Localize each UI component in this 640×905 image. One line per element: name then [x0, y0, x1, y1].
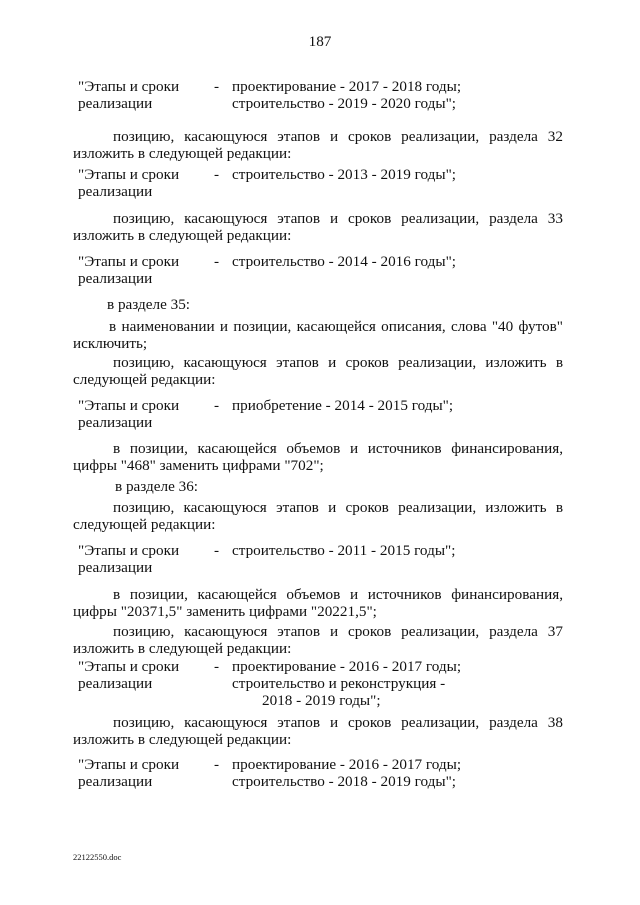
- entry-label-line: "Этапы и сроки: [78, 253, 180, 270]
- entry-label: [78, 166, 179, 200]
- paragraph-line: исключить;: [73, 335, 148, 352]
- entry-value-line: приобретение - 2014 - 2015 годы";: [232, 397, 454, 414]
- paragraph: [73, 354, 563, 388]
- entry-label-line: "Этапы и сроки: [78, 542, 180, 559]
- paragraph-line: изложить в следующей редакции:: [73, 227, 292, 244]
- paragraph: [73, 478, 563, 495]
- entry-value: [232, 658, 461, 709]
- entry-label-line: "Этапы и сроки: [78, 166, 180, 183]
- entry-label: [78, 78, 179, 112]
- entry-label-line: реализации: [78, 95, 153, 112]
- paragraph-line: позицию, касающуюся этапов и сроков реализации, раздела 37: [113, 623, 563, 640]
- entry-value-line: 2018 - 2019 годы";: [262, 692, 381, 709]
- paragraph-line: следующей редакции:: [73, 516, 216, 533]
- paragraph-line: позицию, касающуюся этапов и сроков реализации, изложить в: [113, 354, 563, 371]
- entry-value: [232, 166, 456, 183]
- entry-label: [78, 756, 179, 790]
- paragraph-line: следующей редакции:: [73, 371, 216, 388]
- paragraph: [73, 296, 563, 313]
- entry-value-line: строительство и реконструкция -: [232, 675, 446, 692]
- file-name-footer: 22122550.doc: [73, 852, 122, 862]
- entry-value: [232, 78, 461, 112]
- entry-dash: -: [214, 542, 220, 559]
- entry-label: [78, 658, 179, 692]
- paragraph: [73, 128, 563, 162]
- paragraph-line: изложить в следующей редакции:: [73, 731, 292, 748]
- paragraph: [73, 499, 563, 533]
- entry-dash: -: [214, 756, 220, 773]
- entry-dash: -: [214, 658, 220, 675]
- entry-label-line: "Этапы и сроки: [78, 397, 180, 414]
- paragraph-line: позицию, касающуюся этапов и сроков реализации, раздела 33: [113, 210, 563, 227]
- entry-label-line: реализации: [78, 270, 153, 287]
- entry-value-line: проектирование - 2016 - 2017 годы;: [232, 658, 462, 675]
- paragraph: [73, 210, 563, 244]
- paragraph: [73, 714, 563, 748]
- entry-value-line: проектирование - 2016 - 2017 годы;: [232, 756, 462, 773]
- paragraph-line: в позиции, касающейся объемов и источников финансирования,: [113, 440, 563, 457]
- paragraph: [73, 623, 563, 657]
- paragraph-line: в наименовании и позиции, касающейся описания, слова "40 футов": [109, 318, 563, 335]
- paragraph-line: изложить в следующей редакции:: [73, 640, 292, 657]
- entry-dash: -: [214, 166, 220, 183]
- entry-value-line: строительство - 2019 - 2020 годы";: [232, 95, 457, 112]
- entry-value: [232, 397, 453, 414]
- entry-label-line: реализации: [78, 773, 153, 790]
- entry-value-line: строительство - 2018 - 2019 годы";: [232, 773, 457, 790]
- paragraph-line: в разделе 36:: [115, 478, 199, 495]
- entry-value-line: строительство - 2013 - 2019 годы";: [232, 166, 457, 183]
- paragraph: [73, 318, 563, 352]
- paragraph-line: в разделе 35:: [107, 296, 191, 313]
- entry-label-line: "Этапы и сроки: [78, 78, 180, 95]
- entry-value-line: строительство - 2014 - 2016 годы";: [232, 253, 457, 270]
- entry-dash: -: [214, 78, 220, 95]
- paragraph-line: цифры "20371,5" заменить цифрами "20221,5";: [73, 603, 377, 620]
- paragraph-line: цифры "468" заменить цифрами "702";: [73, 457, 324, 474]
- entry-label-line: "Этапы и сроки: [78, 658, 180, 675]
- page-number: 187: [308, 33, 332, 50]
- entry-dash: -: [214, 253, 220, 270]
- paragraph-line: позицию, касающуюся этапов и сроков реализации, изложить в: [113, 499, 563, 516]
- paragraph: [73, 586, 563, 620]
- entry-label-line: реализации: [78, 183, 153, 200]
- entry-value-line: строительство - 2011 - 2015 годы";: [232, 542, 456, 559]
- paragraph: [73, 440, 563, 474]
- entry-label-line: реализации: [78, 675, 153, 692]
- entry-label: [78, 542, 179, 576]
- entry-value: [232, 542, 455, 559]
- entry-label: [78, 397, 179, 431]
- entry-label: [78, 253, 179, 287]
- entry-value: [232, 756, 461, 790]
- entry-label-line: "Этапы и сроки: [78, 756, 180, 773]
- entry-dash: -: [214, 397, 220, 414]
- paragraph-line: позицию, касающуюся этапов и сроков реализации, раздела 38: [113, 714, 563, 731]
- paragraph-line: в позиции, касающейся объемов и источников финансирования,: [113, 586, 563, 603]
- paragraph-line: изложить в следующей редакции:: [73, 145, 292, 162]
- entry-label-line: реализации: [78, 559, 153, 576]
- entry-label-line: реализации: [78, 414, 153, 431]
- paragraph-line: позицию, касающуюся этапов и сроков реализации, раздела 32: [113, 128, 563, 145]
- entry-value: [232, 253, 456, 270]
- entry-value-line: проектирование - 2017 - 2018 годы;: [232, 78, 462, 95]
